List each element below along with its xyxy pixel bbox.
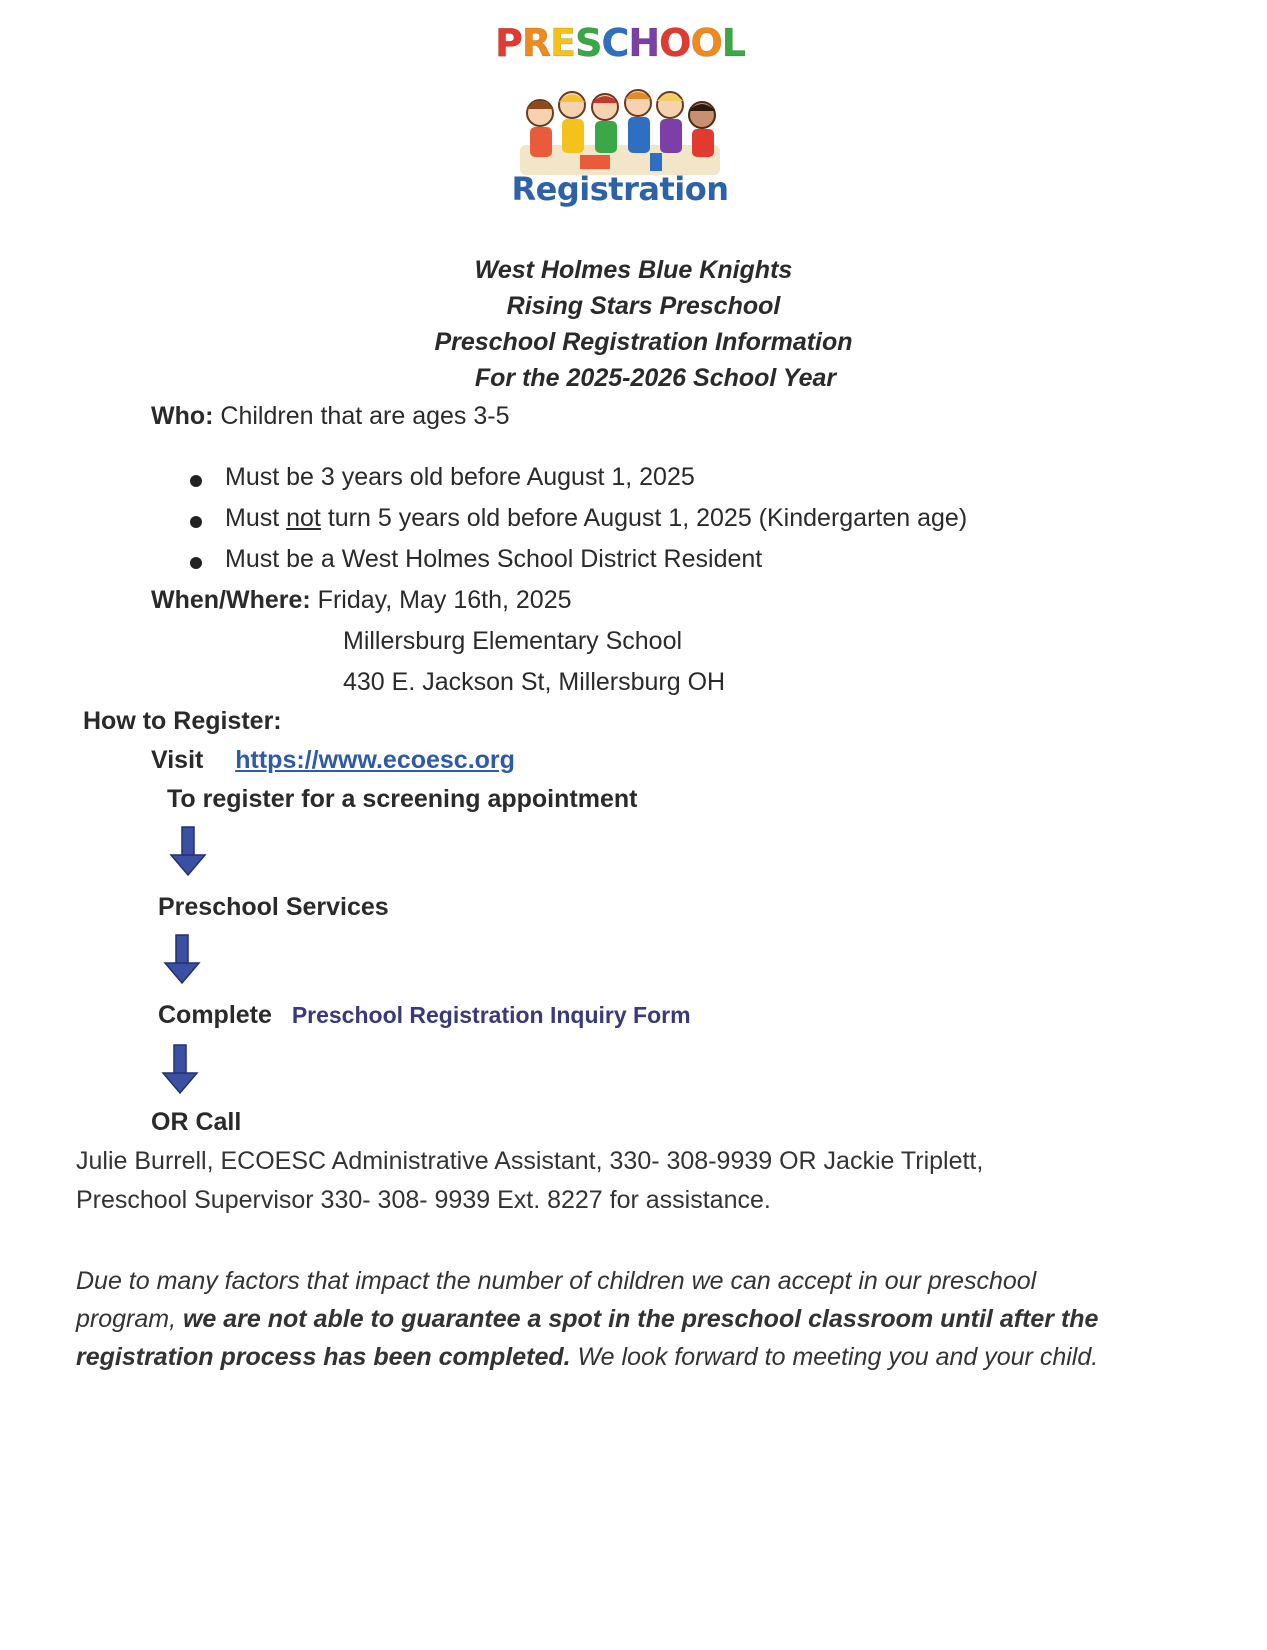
step-complete-form — [158, 1001, 691, 1030]
bullet-icon — [190, 516, 202, 528]
bullet-icon — [190, 475, 202, 487]
logo-letter: E — [550, 21, 576, 65]
logo-letter: L — [721, 21, 745, 65]
logo-letter: R — [521, 21, 551, 65]
when-date: Friday, May 16th, 2025 — [317, 586, 572, 614]
visit-line — [151, 746, 515, 775]
who-text: Children that are ages 3-5 — [220, 402, 510, 430]
or-call-heading: OR Call — [151, 1108, 242, 1136]
logo-letter: O — [690, 21, 722, 65]
when-line — [151, 586, 572, 615]
school-name-heading: West Holmes Blue Knights — [474, 256, 793, 284]
ecoesc-website-link[interactable]: https://www.ecoesc.org — [235, 746, 515, 774]
when-address: 430 E. Jackson St, Millersburg OH — [343, 668, 726, 696]
step-screening-appointment: To register for a screening appointment — [167, 785, 638, 813]
preschool-registration-logo — [470, 20, 770, 210]
arrow-down-icon — [160, 1043, 200, 1095]
logo-letter: O — [659, 21, 691, 65]
bullet-text-post: turn 5 years old before August 1, 2025 (Kindergarten age) — [320, 504, 968, 532]
logo-title — [470, 20, 770, 66]
notice-line-1: Due to many factors that impact the number of children we can accept in our preschool — [76, 1267, 1037, 1295]
complete-label: Complete — [158, 1001, 272, 1029]
notice-line-2 — [76, 1300, 1216, 1338]
who-line — [151, 402, 509, 431]
logo-letter: C — [601, 21, 629, 65]
registration-inquiry-form-link[interactable]: Preschool Registration Inquiry Form — [291, 1002, 691, 1028]
bullet-text-pre: Must — [225, 504, 287, 532]
notice-line-3-normal: We look forward to meeting you and your child. — [570, 1343, 1099, 1371]
notice-line-2-normal: program, — [76, 1305, 183, 1333]
registration-notice — [76, 1262, 1216, 1376]
contact-line-1: Julie Burrell, ECOESC Administrative Assistant, 330- 308-9939 OR Jackie Triplett, — [76, 1147, 984, 1175]
bullet-text-underlined: not — [286, 504, 321, 532]
logo-letter: H — [628, 21, 660, 65]
notice-line-3-bold: registration process has been completed. — [76, 1343, 571, 1371]
logo-subtitle: Registration — [511, 170, 729, 208]
contact-line-2: Preschool Supervisor 330- 308- 9939 Ext. 8227 for assistance. — [76, 1186, 771, 1214]
how-to-register-heading: How to Register: — [83, 707, 282, 735]
arrow-down-icon — [162, 933, 202, 985]
visit-label: Visit — [151, 746, 204, 774]
step-preschool-services: Preschool Services — [158, 893, 389, 921]
children-illustration-icon — [510, 75, 730, 185]
arrow-down-icon — [168, 825, 208, 877]
bullet-item: Must be a West Holmes School District Resident — [225, 545, 763, 573]
bullet-item — [225, 504, 967, 533]
school-year-heading: For the 2025-2026 School Year — [474, 364, 837, 392]
logo-letter: P — [494, 21, 522, 65]
bullet-icon — [190, 557, 202, 569]
program-name-heading: Rising Stars Preschool — [506, 292, 781, 320]
when-place: Millersburg Elementary School — [343, 627, 683, 655]
registration-info-heading: Preschool Registration Information — [434, 328, 853, 356]
logo-letter: S — [575, 21, 602, 65]
notice-line-3 — [76, 1338, 1216, 1376]
bullet-item: Must be 3 years old before August 1, 2025 — [225, 463, 695, 491]
notice-line-2-bold: we are not able to guarantee a spot in the preschool classroom until after the — [182, 1305, 1099, 1333]
who-label: Who: — [151, 402, 214, 430]
when-label: When/Where: — [151, 586, 311, 614]
